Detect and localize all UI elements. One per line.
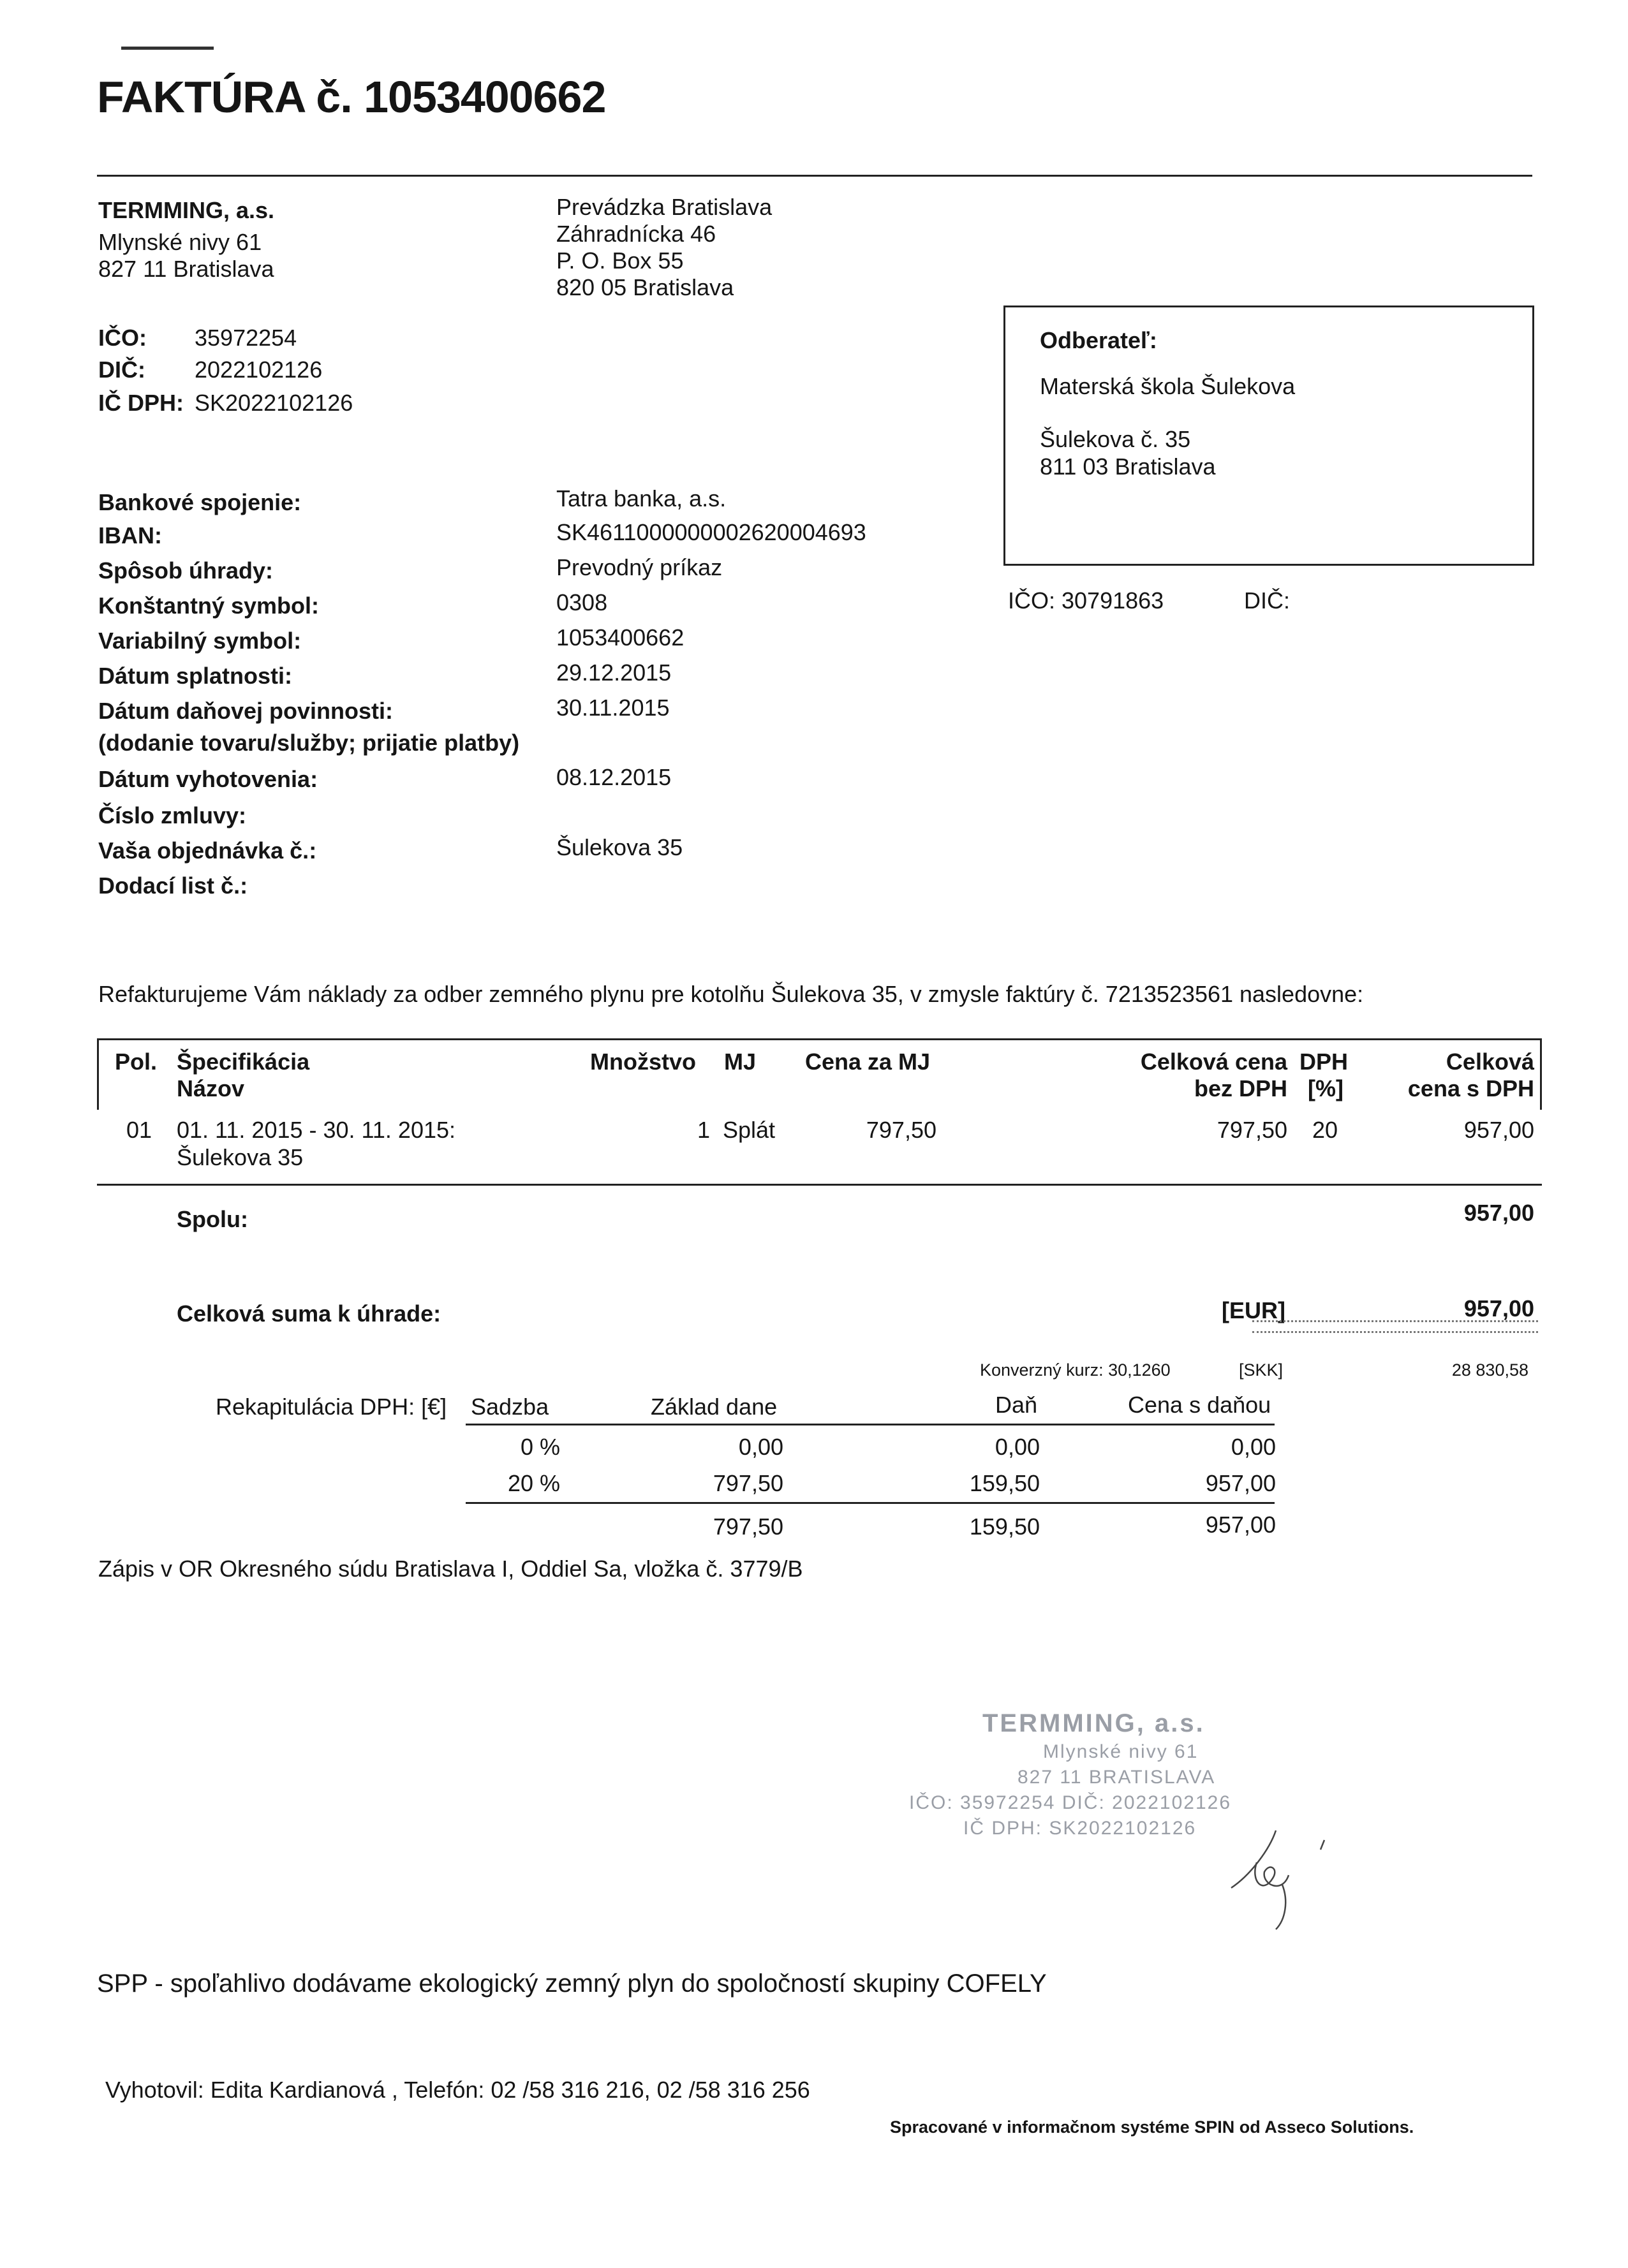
row-qty: 1 (697, 1117, 710, 1143)
conversion-rate: Konverzný kurz: 30,1260 (980, 1360, 1171, 1380)
recap-total-dan: 159,50 (969, 1513, 1040, 1540)
value-constant: 0308 (556, 589, 608, 615)
recap-label: Rekapitulácia DPH: [€] (216, 1394, 447, 1420)
recap-row2-dan: 159,50 (969, 1470, 1040, 1496)
value-order: Šulekova 35 (556, 834, 683, 860)
value-due: 29.12.2015 (556, 659, 672, 686)
label-contract: Číslo zmluvy: (98, 802, 247, 828)
th-spec: Špecifikácia (177, 1049, 310, 1075)
register-note: Zápis v OR Okresného súdu Bratislava I, Oddiel Sa, vložka č. 3779/B (98, 1556, 803, 1582)
row-total: 797,50 (1217, 1117, 1287, 1143)
row-gross: 957,00 (1463, 1117, 1534, 1143)
recap-total-divider (466, 1502, 1275, 1504)
total-due-dotted-line (1252, 1320, 1538, 1333)
recap-row2-sadzba: 20 % (507, 1470, 560, 1496)
label-delivery-note: Dodací list č.: (98, 873, 248, 899)
branch-box: P. O. Box 55 (556, 247, 684, 274)
th-dph-percent: [%] (1308, 1075, 1343, 1101)
recap-h-cena: Cena s daňou (1128, 1392, 1271, 1418)
value-tax-date: 30.11.2015 (556, 695, 670, 721)
stamp-line-5: IČ DPH: SK2022102126 (963, 1818, 1197, 1839)
value-iban: SK4611000000002620004693 (556, 519, 866, 545)
label-tax-date: Dátum daňovej povinnosti: (98, 698, 394, 724)
th-mnozstvo: Množstvo (590, 1049, 696, 1075)
conversion-value: 28 830,58 (1451, 1360, 1528, 1380)
slogan: SPP - spoľahlivo dodávame ekologický zemný plyn do spoločností skupiny COFELY (97, 1970, 1047, 1998)
total-due-currency: [EUR] (1222, 1297, 1285, 1323)
icdph-label: IČ DPH: (98, 390, 184, 416)
intro-text: Refakturujeme Vám náklady za odber zemného plynu pre kotolňu Šulekova 35, v zmysle faktúry č. 7213523561 nasledovne: (98, 981, 1364, 1007)
recap-h-dan: Daň (995, 1392, 1038, 1418)
recap-row1-sadzba: 0 % (520, 1434, 560, 1460)
label-iban: IBAN: (98, 522, 162, 549)
supplier-name: TERMMING, a.s. (98, 197, 275, 223)
th-cena-mj: Cena za MJ (805, 1049, 931, 1075)
th-dph: DPH (1299, 1049, 1349, 1075)
dic-value: 2022102126 (195, 357, 323, 383)
row-price: 797,50 (866, 1117, 936, 1143)
th-celkova-cena: Celková cena (1140, 1049, 1287, 1075)
signature-scribble (1212, 1824, 1340, 1939)
conversion-currency: [SKK] (1239, 1360, 1284, 1380)
title-divider (97, 175, 1532, 177)
row-mj: Splát (723, 1117, 776, 1143)
row-vat: 20 (1312, 1117, 1338, 1143)
icdph-value: SK2022102126 (195, 390, 353, 416)
stamp-line-1: TERMMING, a.s. (982, 1709, 1205, 1737)
branch-city: 820 05 Bratislava (556, 274, 734, 300)
row-spec: 01. 11. 2015 - 30. 11. 2015: (177, 1117, 456, 1143)
system-note: Spracované v informačnom systéme SPIN od Asseco Solutions. (890, 2117, 1414, 2137)
label-order: Vaša objednávka č.: (98, 837, 317, 864)
customer-dic: DIČ: (1244, 587, 1290, 614)
branch-street: Záhradnícka 46 (556, 221, 716, 247)
label-variable: Variabilný symbol: (98, 628, 302, 654)
recap-row1-dan: 0,00 (995, 1434, 1040, 1460)
label-tax-date-note: (dodanie tovaru/služby; prijatie platby) (98, 730, 520, 756)
label-method: Spôsob úhrady: (98, 557, 274, 584)
recap-row1-zaklad: 0,00 (738, 1434, 783, 1460)
issuer-contact: Vyhotovil: Edita Kardianová , Telefón: 02 /58 316 216, 02 /58 316 256 (105, 2077, 810, 2103)
customer-ico: IČO: 30791863 (1008, 587, 1164, 614)
ico-label: IČO: (98, 325, 147, 351)
customer-name: Materská škola Šulekova (1040, 373, 1296, 399)
recap-h-sadzba: Sadzba (471, 1394, 549, 1420)
th-celkova: Celková (1446, 1049, 1534, 1075)
top-mark (121, 47, 214, 50)
th-mj: MJ (724, 1049, 757, 1075)
th-nazov: Názov (177, 1075, 245, 1101)
label-issue-date: Dátum vyhotovenia: (98, 766, 318, 792)
recap-row2-zaklad: 797,50 (713, 1470, 783, 1496)
customer-city: 811 03 Bratislava (1040, 453, 1216, 480)
value-variable: 1053400662 (556, 624, 685, 651)
customer-heading: Odberateľ: (1040, 327, 1157, 353)
total-due-label: Celková suma k úhrade: (177, 1300, 441, 1327)
spolu-value: 957,00 (1463, 1200, 1534, 1226)
stamp-line-2: Mlynské nivy 61 (1043, 1741, 1199, 1762)
supplier-city: 827 11 Bratislava (98, 256, 274, 282)
supplier-street: Mlynské nivy 61 (98, 229, 262, 255)
th-cena-s-dph: cena s DPH (1407, 1075, 1534, 1101)
total-due-value: 957,00 (1463, 1295, 1534, 1322)
value-issue-date: 08.12.2015 (556, 764, 672, 790)
dic-label: DIČ: (98, 357, 145, 383)
recap-total-cena: 957,00 (1205, 1512, 1276, 1538)
th-pol: Pol. (115, 1049, 158, 1075)
row-pol: 01 (126, 1117, 152, 1143)
invoice-title: FAKTÚRA č. 1053400662 (97, 72, 606, 122)
label-constant: Konštantný symbol: (98, 593, 320, 619)
spolu-label: Spolu: (177, 1206, 248, 1232)
th-bez-dph: bez DPH (1194, 1075, 1287, 1101)
row-spec-place: Šulekova 35 (177, 1144, 304, 1170)
recap-row1-cena: 0,00 (1231, 1434, 1276, 1460)
table-bottom-divider (97, 1184, 1542, 1186)
value-bank: Tatra banka, a.s. (556, 485, 727, 512)
value-method: Prevodný príkaz (556, 554, 723, 580)
recap-row2-cena: 957,00 (1205, 1470, 1276, 1496)
label-bank: Bankové spojenie: (98, 489, 302, 515)
stamp-line-3: 827 11 BRATISLAVA (1018, 1767, 1216, 1788)
label-due: Dátum splatnosti: (98, 663, 293, 689)
branch-name: Prevádzka Bratislava (556, 194, 773, 220)
recap-header-divider (466, 1424, 1275, 1425)
customer-street: Šulekova č. 35 (1040, 426, 1191, 452)
stamp-line-4: IČO: 35972254 DIČ: 2022102126 (909, 1792, 1231, 1813)
recap-total-zaklad: 797,50 (713, 1513, 783, 1540)
ico-value: 35972254 (195, 325, 297, 351)
recap-h-zaklad: Základ dane (651, 1394, 778, 1420)
